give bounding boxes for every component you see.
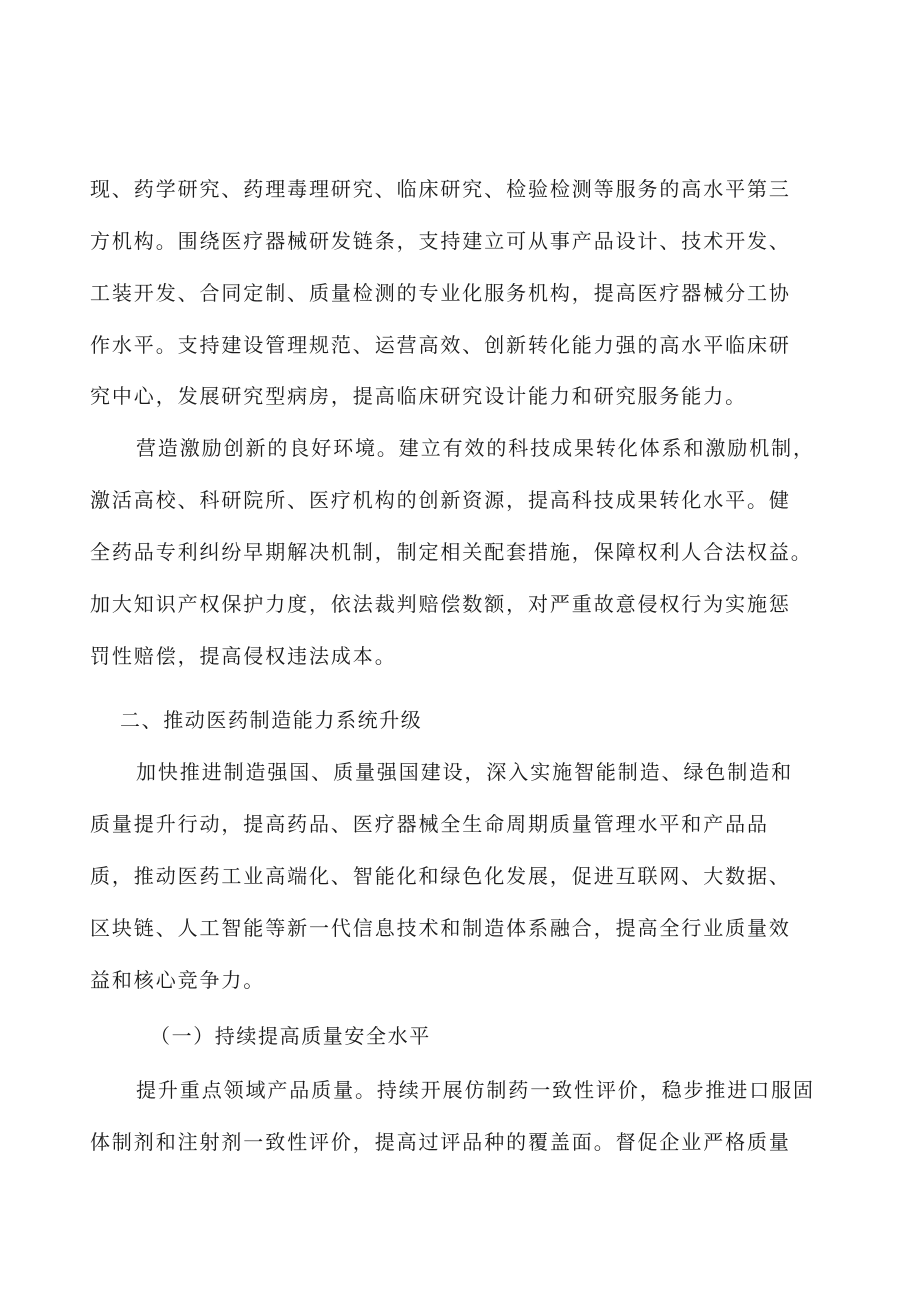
paragraph-line: 提升重点领域产品质量。持续开展仿制药一致性评价，稳步推进口服固 (136, 1078, 815, 1102)
paragraph-line: 现、药学研究、药理毒理研究、临床研究、检验检测等服务的高水平第三 (90, 177, 791, 201)
paragraph-line: 益和核心竞争力。 (90, 968, 266, 992)
paragraph-line: 营造激励创新的良好环境。建立有效的科技成果转化体系和激励机制， (136, 436, 815, 460)
paragraph-line: 方机构。围绕医疗器械研发链条，支持建立可从事产品设计、技术开发、 (90, 229, 791, 253)
section-heading: 二、推动医药制造能力系统升级 (120, 708, 423, 732)
paragraph-line: 质，推动医药工业高端化、智能化和绿色化发展，促进互联网、大数据、 (90, 864, 791, 888)
paragraph-line: 区块链、人工智能等新一代信息技术和制造体系融合，提高全行业质量效 (90, 916, 791, 940)
paragraph-line: 工装开发、合同定制、质量检测的专业化服务机构，提高医疗器械分工协 (90, 281, 791, 305)
paragraph-line: 加大知识产权保护力度，依法裁判赔偿数额，对严重故意侵权行为实施惩 (90, 592, 791, 616)
paragraph-line: 体制剂和注射剂一致性评价，提高过评品种的覆盖面。督促企业严格质量 (90, 1130, 791, 1154)
paragraph-line: 罚性赔偿，提高侵权违法成本。 (90, 644, 397, 668)
paragraph-line: 质量提升行动，提高药品、医疗器械全生命周期质量管理水平和产品品 (90, 812, 769, 836)
paragraph-line: 全药品专利纠纷早期解决机制，制定相关配套措施，保障权利人合法权益。 (90, 540, 813, 564)
paragraph-line: 究中心，发展研究型病房，提高临床研究设计能力和研究服务能力。 (90, 384, 747, 408)
paragraph-line: 作水平。支持建设管理规范、运营高效、创新转化能力强的高水平临床研 (90, 333, 791, 357)
paragraph-line: 激活高校、科研院所、医疗机构的创新资源，提高科技成果转化水平。健 (90, 488, 791, 512)
paragraph-line: 加快推进制造强国、质量强国建设，深入实施智能制造、绿色制造和 (136, 760, 793, 784)
subsection-heading: （一）持续提高质量安全水平 (150, 1024, 431, 1048)
